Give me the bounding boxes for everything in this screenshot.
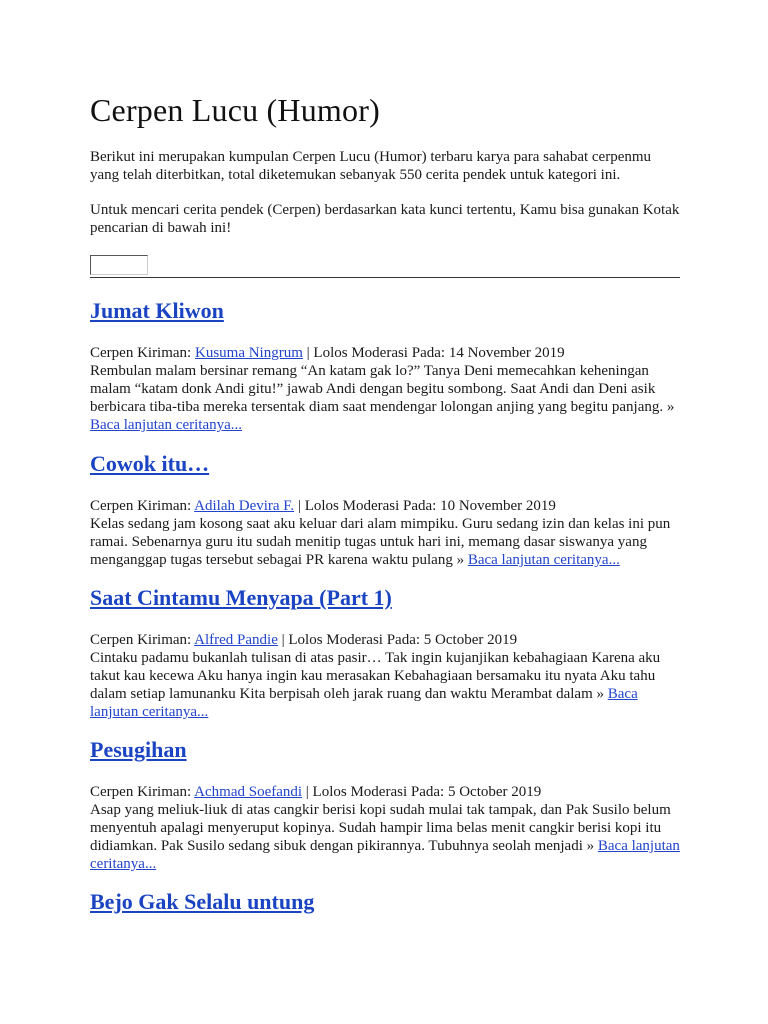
page-title: Cerpen Lucu (Humor): [90, 92, 380, 128]
story-title-link[interactable]: Bejo Gak Selalu untung: [90, 889, 315, 914]
story-title: [90, 889, 682, 915]
passed-label: | Lolos Moderasi Pada:: [302, 784, 448, 800]
passed-label: | Lolos Moderasi Pada:: [277, 632, 424, 648]
story-meta: [90, 631, 682, 649]
excerpt-text: Cintaku padamu bukanlah tulisan di atas pasir… Tak ingin kujanjikan kebahagiaan Karena aku takut kau kecewa Aku hanya ingin kau merasakan Kebahagiaan bersamaku itu nyata Aku tahu dalam setiap lamunanku Kita berpisah oleh jarak ruang dan waktu Merambat dalam »: [90, 650, 661, 702]
story-date: 5 October 2019: [423, 632, 518, 648]
intro-paragraph: Berikut ini merupakan kumpulan Cerpen Lucu (Humor) terbaru karya para sahabat cerpenmu yang telah diterbitkan, total diketemukan sebanyak 550 cerita pendek untuk kategori ini.: [90, 149, 652, 183]
excerpt-text: Asap yang meliuk-liuk di atas cangkir berisi kopi sudah mulai tak tampak, dan Pak Susilo belum menyentuh apalagi menyeruput kopinya. Sudah hampir lima belas menit cangkir berisi kopi itu didiamkan. Pak Susilo sedang sibuk dengan pikirannya. Tubuhnya seolah menjadi »: [90, 802, 671, 854]
story-title-link[interactable]: Pesugihan: [90, 737, 187, 762]
search-input[interactable]: [90, 255, 148, 275]
story-title: [90, 585, 682, 611]
story-date: 14 November 2019: [448, 345, 565, 361]
story-item: [90, 737, 682, 873]
story-date: 10 November 2019: [440, 498, 556, 514]
story-item: [90, 585, 682, 721]
story-excerpt: [90, 515, 682, 569]
excerpt-text: Rembulan malam bersinar remang “An katam gak lo?” Tanya Deni memecahkan keheningan malam “katam donk Andi gitu!” jawab Andi dengan begitu sombong. Saat Andi dan Deni asik berbicara tiba-tiba mereka tersentak diam saat mendengar lolongan anjing yang begitu panjang. »: [90, 363, 675, 415]
passed-label: | Lolos Moderasi Pada:: [302, 345, 449, 361]
story-title-link[interactable]: Saat Cintamu Menyapa (Part 1): [90, 585, 392, 610]
story-date: 5 October 2019: [447, 784, 542, 800]
author-link[interactable]: Alfred Pandie: [194, 632, 278, 648]
story-title-link[interactable]: Jumat Kliwon: [90, 298, 224, 323]
story-item: [90, 889, 682, 915]
story-excerpt: [90, 649, 682, 721]
story-title: [90, 298, 682, 324]
read-more-link[interactable]: Baca lanjutan ceritanya...: [467, 552, 620, 568]
read-more-link[interactable]: Baca lanjutan ceritanya...: [90, 417, 243, 433]
story-item: [90, 451, 682, 569]
sent-by-label: Cerpen Kiriman:: [90, 632, 195, 648]
sent-by-label: Cerpen Kiriman:: [90, 784, 195, 800]
story-title: [90, 451, 682, 477]
read-more-link[interactable]: Baca lanjutan ceritanya...: [90, 686, 638, 720]
author-link[interactable]: Kusuma Ningrum: [194, 345, 303, 361]
story-meta: [90, 783, 682, 801]
excerpt-text: Kelas sedang jam kosong saat aku keluar dari alam mimpiku. Guru sedang izin dan kelas ini pun ramai. Sebenarnya guru itu sudah menitip tugas untuk hari ini, memang dasar siswanya yang menganggap tugas tersebut sebagai PR karena waktu pulang »: [90, 516, 671, 568]
story-excerpt: [90, 801, 682, 873]
passed-label: | Lolos Moderasi Pada:: [294, 498, 441, 514]
story-title: [90, 737, 682, 763]
sent-by-label: Cerpen Kiriman:: [90, 345, 195, 361]
story-meta: [90, 344, 682, 362]
story-excerpt: [90, 362, 682, 434]
search-instructions: Untuk mencari cerita pendek (Cerpen) berdasarkan kata kunci tertentu, Kamu bisa gunakan Kotak pencarian di bawah ini!: [90, 202, 680, 236]
author-link[interactable]: Adilah Devira F.: [194, 498, 295, 514]
story-meta: [90, 497, 682, 515]
divider: [90, 277, 680, 278]
story-title-link[interactable]: Cowok itu…: [90, 451, 210, 476]
story-item: [90, 298, 682, 434]
sent-by-label: Cerpen Kiriman:: [90, 498, 195, 514]
author-link[interactable]: Achmad Soefandi: [194, 784, 303, 800]
read-more-link[interactable]: Baca lanjutan ceritanya...: [90, 838, 680, 872]
